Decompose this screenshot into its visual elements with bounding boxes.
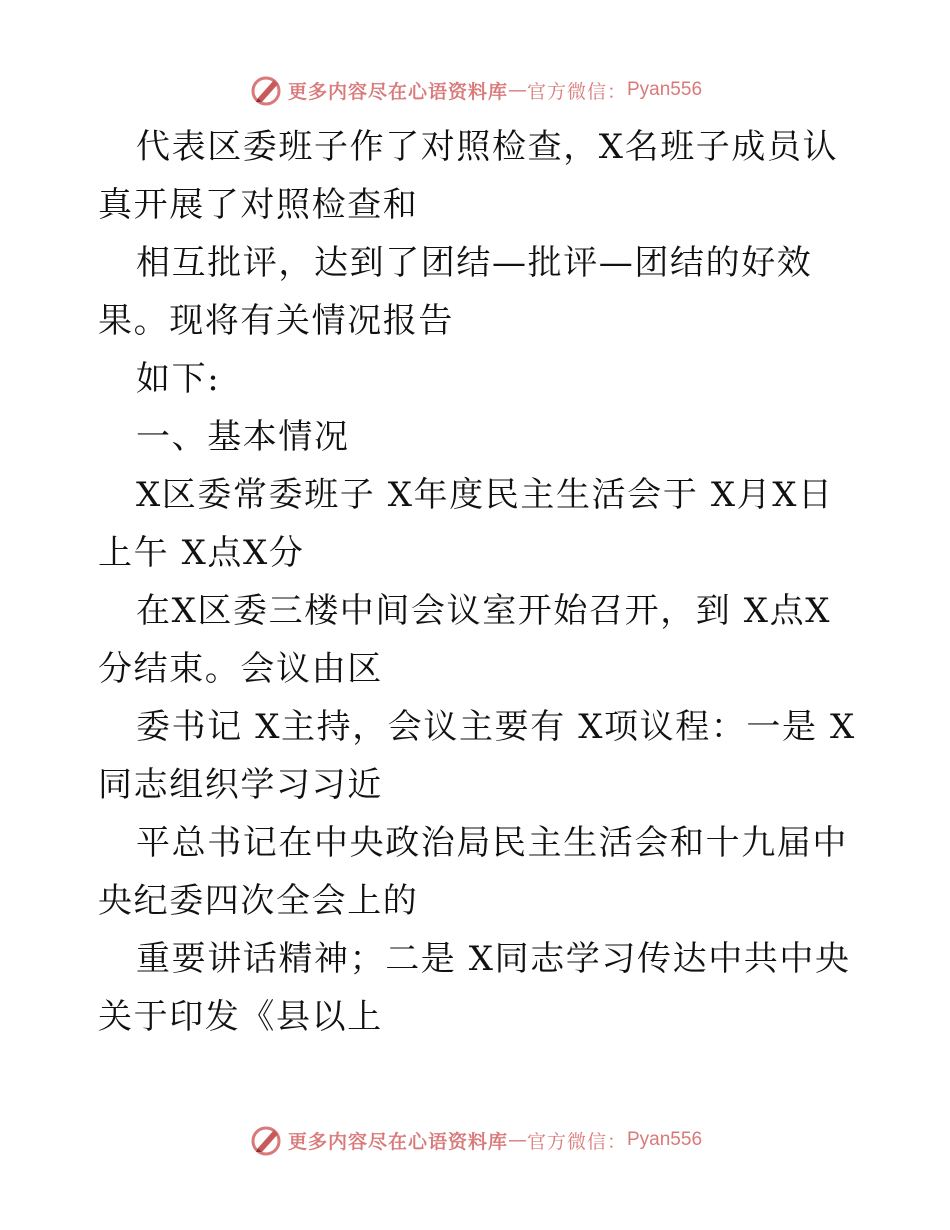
section-heading: 一、基本情况 <box>136 417 350 457</box>
document-body <box>98 118 858 1046</box>
paragraph: 重要讲话精神；二是 X同志学习传达中共中央关于印发《县以上 <box>98 939 851 1037</box>
paragraph: 在X区委三楼中间会议室开始召开，到 X点X分结束。会议由区 <box>98 591 832 689</box>
pen-logo-icon <box>248 72 284 108</box>
footer-account: Pyan556 <box>627 1129 703 1150</box>
paragraph: 平总书记在中央政治局民主生活会和十九届中央纪委四次全会上的 <box>98 823 848 921</box>
pen-logo-icon <box>248 1122 284 1158</box>
paragraph: X区委常委班子 X年度民主生活会于 X月X日上午 X点X分 <box>98 475 834 573</box>
paragraph: 委书记 X主持，会议主要有 X项议程：一是 X同志组织学习习近 <box>98 707 856 805</box>
paragraph: 如下: <box>136 359 221 399</box>
footer-brand-text: 更多内容尽在心语资料库 <box>287 1130 508 1153</box>
header-separator: — <box>507 79 527 101</box>
footer-separator: — <box>507 1129 527 1151</box>
footer-watermark <box>0 1120 950 1160</box>
header-wechat-label: 官方微信： <box>526 80 627 103</box>
paragraph: 相互批评，达到了团结—批评—团结的好效果。现将有关情况报告 <box>98 243 813 341</box>
header-account: Pyan556 <box>627 79 703 100</box>
header-brand-text: 更多内容尽在心语资料库 <box>287 80 508 103</box>
paragraph: 代表区委班子作了对照检查，X名班子成员认真开展了对照检查和 <box>98 127 839 225</box>
footer-wechat-label: 官方微信： <box>526 1130 627 1153</box>
header-watermark <box>0 70 950 110</box>
